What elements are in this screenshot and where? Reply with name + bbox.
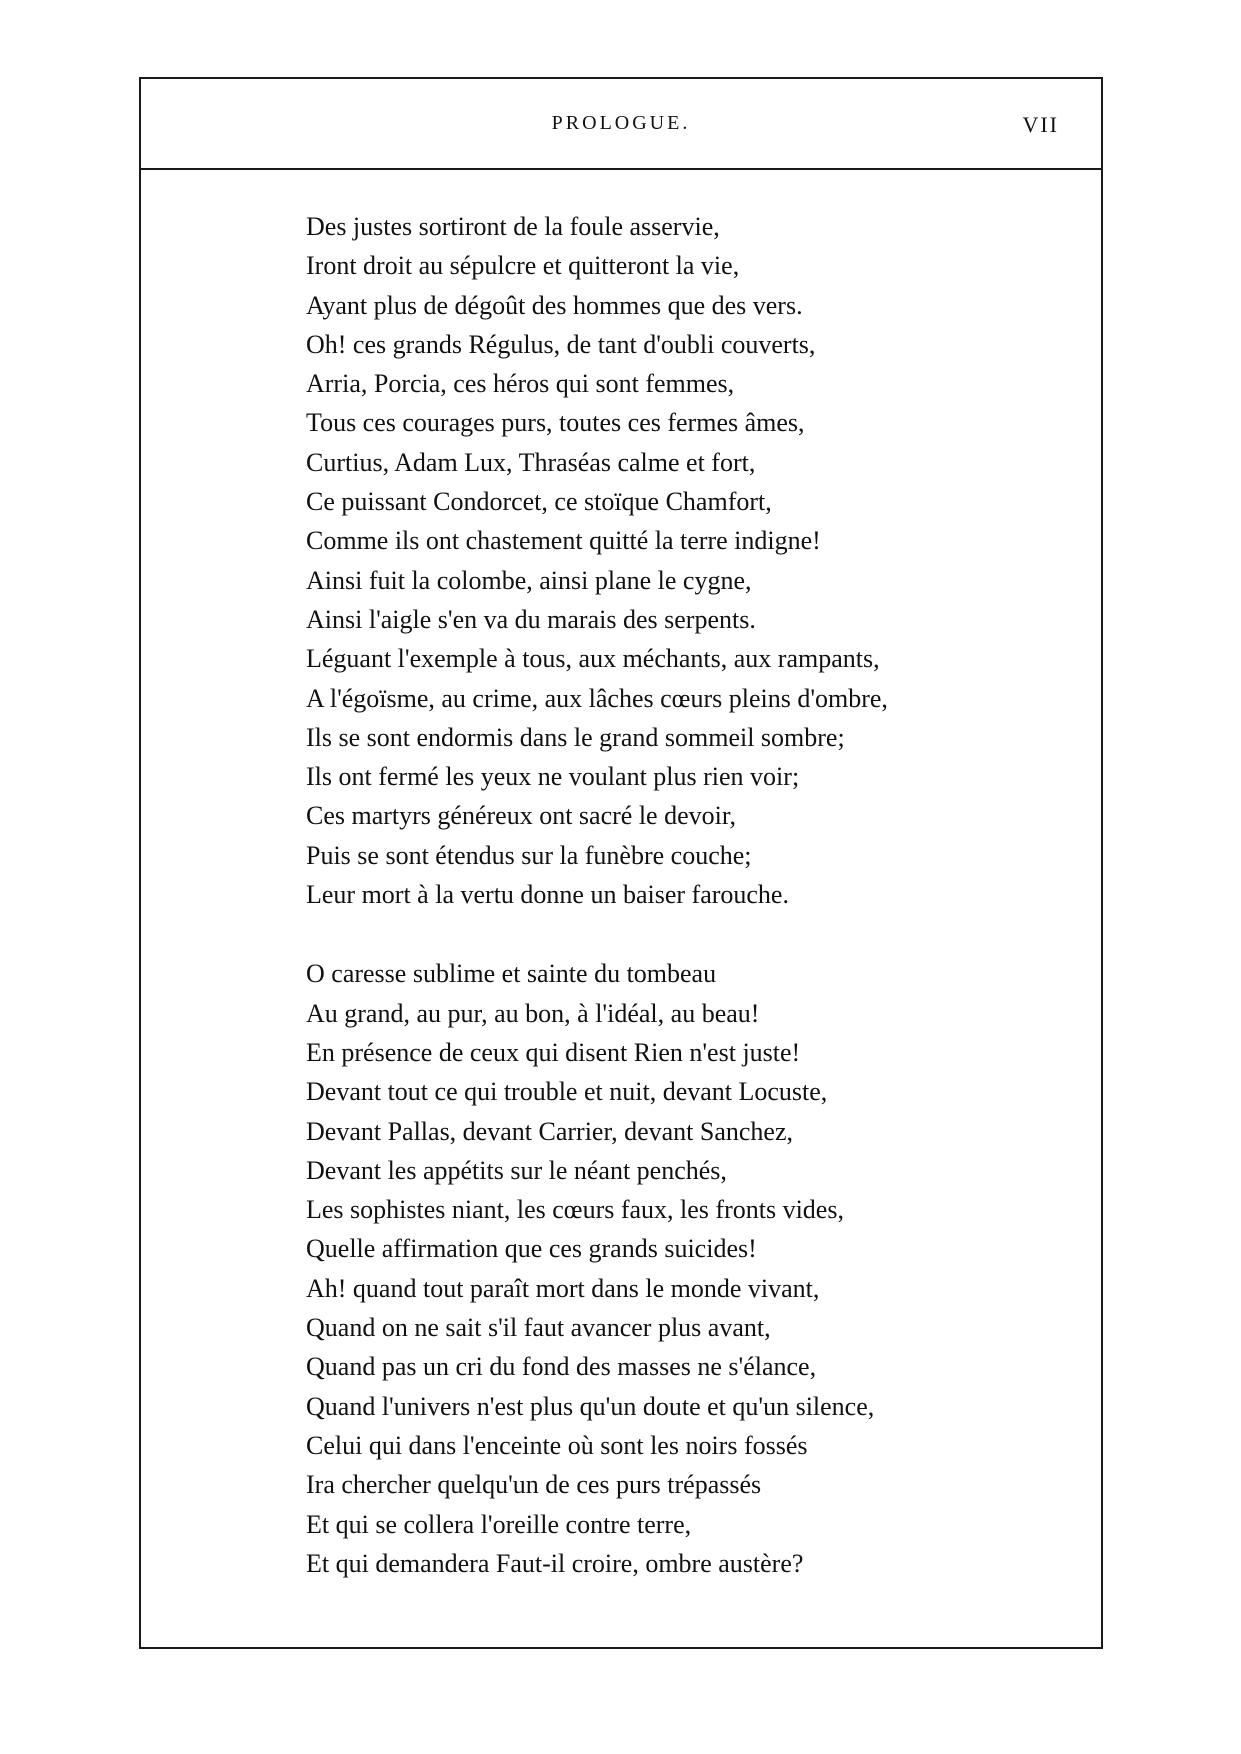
verse-line: Ainsi fuit la colombe, ainsi plane le cygne, [306,565,752,595]
verse-line: Des justes sortiront de la foule asservie, [306,212,720,241]
verse-line: Oh! ces grands Régulus, de tant d'oubli couverts, [306,329,816,359]
verse-line: Curtius, Adam Lux, Thraséas calme et fort, [306,447,756,477]
verse-line: Comme ils ont chastement quitté la terre indigne! [306,526,821,556]
verse-line: Ayant plus de dégoût des hommes que des vers. [306,290,803,320]
page-number: VII [1022,112,1059,137]
verse-line: Au grand, au pur, au bon, à l'idéal, au beau! [306,998,760,1028]
verse-line: Ah! quand tout paraît mort dans le monde vivant, [306,1273,820,1303]
verse-line: Iront droit au sépulcre et quitteront la vie, [306,251,740,281]
verse-line: Et qui se collera l'oreille contre terre, [306,1509,692,1539]
verse-line: Ira chercher quelqu'un de ces purs trépassés [306,1470,762,1500]
verse-line: Ainsi l'aigle s'en va du marais des serpents. [306,604,756,634]
verse-line: Ils ont fermé les yeux ne voulant plus rien voir; [306,762,800,792]
verse-line: Léguant l'exemple à tous, aux méchants, aux rampants, [306,644,880,674]
verse-line: A l'égoïsme, au crime, aux lâches cœurs pleins d'ombre, [306,683,888,713]
stanza-2 [306,954,1046,1583]
verse-line: Ce puissant Condorcet, ce stoïque Chamfort, [306,487,772,517]
verse-line: Tous ces courages purs, toutes ces fermes âmes, [306,408,805,438]
poem [306,207,1046,1583]
verse-line: Leur mort à la vertu donne un baiser farouche. [306,880,789,910]
verse-line: Devant les appétits sur le néant penchés, [306,1155,727,1185]
verse-line: Ils se sont endormis dans le grand sommeil sombre; [306,722,845,752]
verse-line: Devant Pallas, devant Carrier, devant Sanchez, [306,1116,793,1146]
running-title: PROLOGUE. [551,112,691,134]
verse-line: Arria, Porcia, ces héros qui sont femmes, [306,369,735,399]
stanza-1 [306,207,1046,914]
header-rule [139,168,1103,170]
verse-line: Quand pas un cri du fond des masses ne s'élance, [306,1352,817,1382]
verse-line: Les sophistes niant, les cœurs faux, les fronts vides, [306,1195,844,1225]
verse-line: Et qui demandera Faut-il croire, ombre austère? [306,1548,804,1578]
verse-line: Quand l'univers n'est plus qu'un doute et qu'un silence, [306,1391,875,1421]
verse-line: Puis se sont étendus sur la funèbre couche; [306,840,752,870]
verse-line: Quand on ne sait s'il faut avancer plus avant, [306,1313,771,1343]
verse-line: En présence de ceux qui disent Rien n'est juste! [306,1037,801,1067]
verse-line: Ces martyrs généreux ont sacré le devoir, [306,801,736,831]
verse-line: Devant tout ce qui trouble et nuit, devant Locuste, [306,1077,828,1107]
verse-line: O caresse sublime et sainte du tombeau [306,959,717,989]
verse-line: Quelle affirmation que ces grands suicides! [306,1234,757,1264]
verse-line: Celui qui dans l'enceinte où sont les noirs fossés [306,1430,808,1460]
